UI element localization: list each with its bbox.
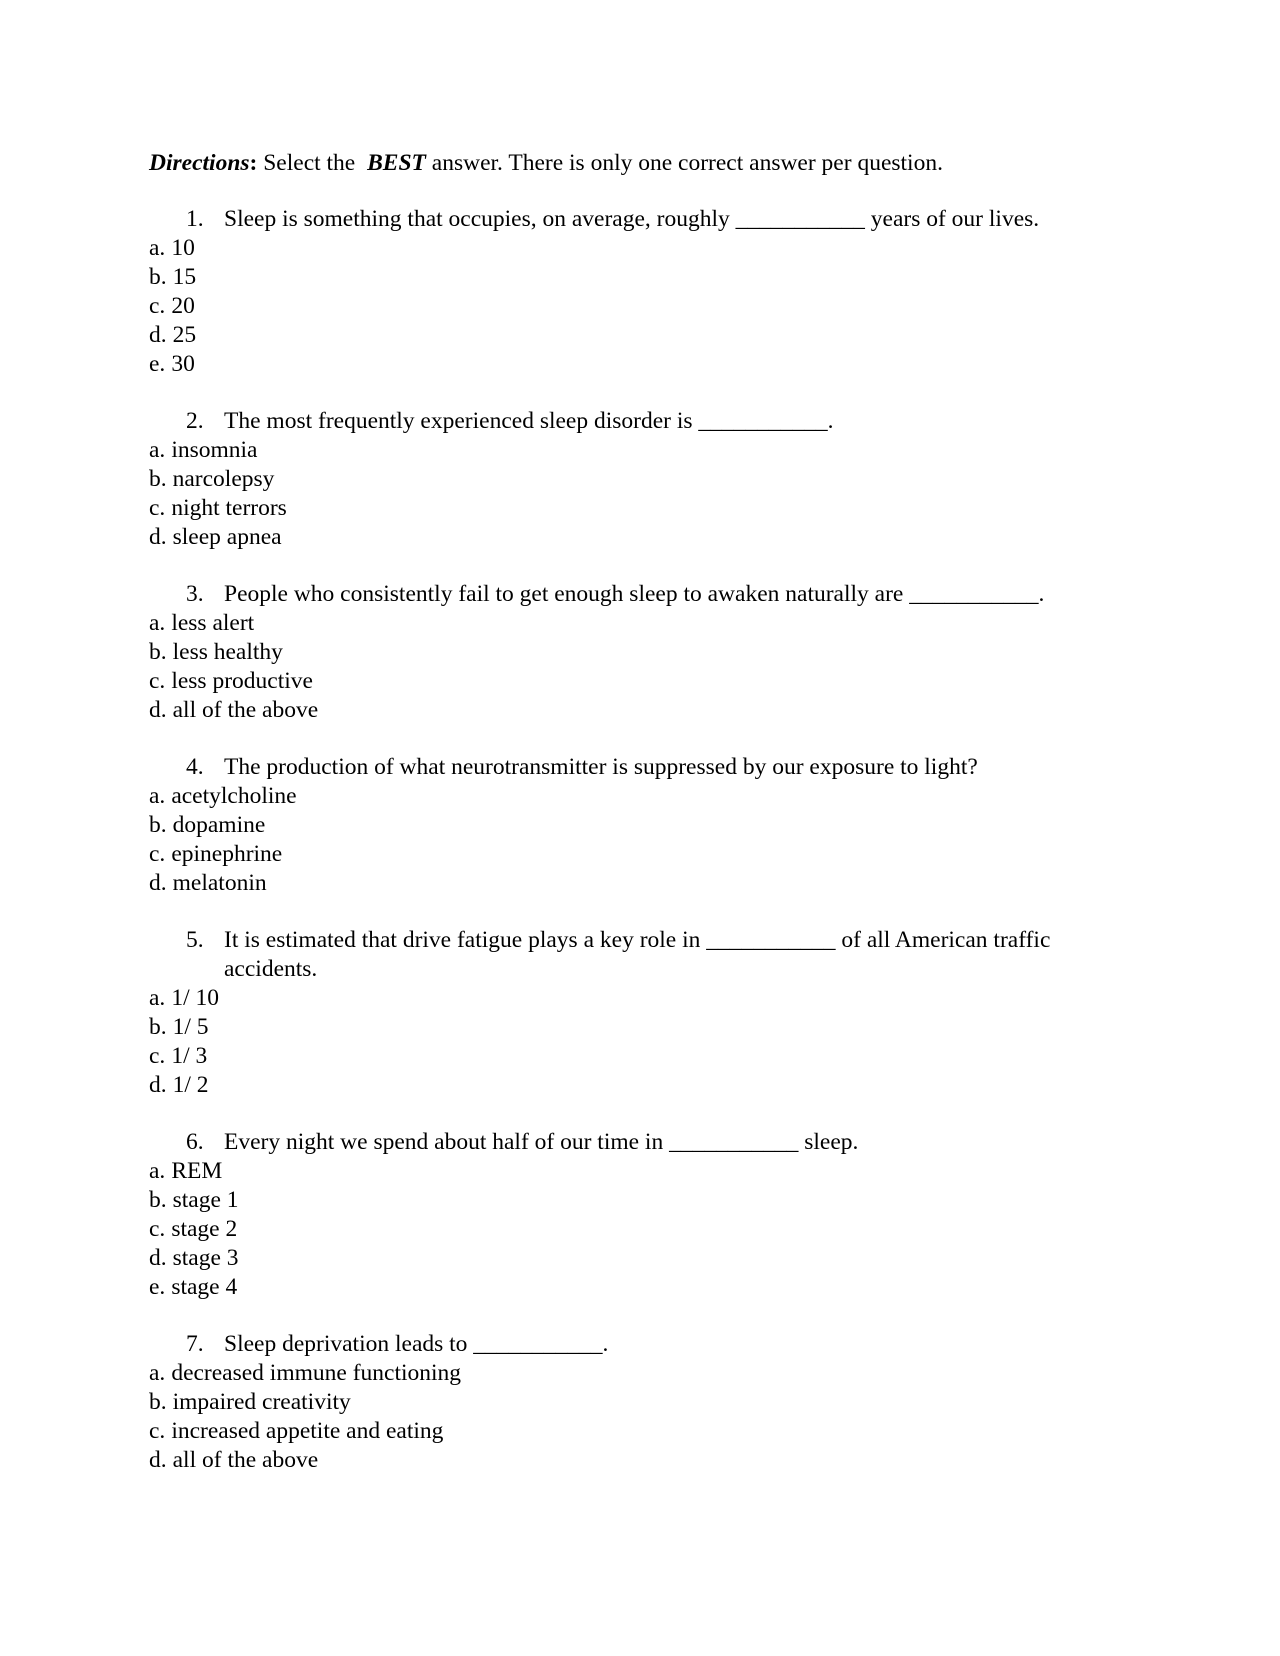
option-letter: a. [149,985,166,1011]
option-text: stage 2 [171,1216,238,1242]
option-letter: d. [149,1072,167,1098]
answer-option [149,523,1129,552]
answer-option [149,1244,1129,1273]
option-letter: b. [149,264,167,290]
question-text: The most frequently experienced sleep disorder is ___________. [224,408,834,434]
question-text: People who consistently fail to get enough sleep to awaken naturally are ___________. [224,581,1045,607]
option-letter: a. [149,235,166,261]
question-stem [149,1128,1129,1157]
directions-text-before: Select the [257,150,362,176]
answer-option [149,1042,1129,1071]
question-stem [149,407,1129,436]
answer-option [149,811,1129,840]
question-text: Sleep is something that occupies, on average, roughly ___________ years of our lives. [224,206,1040,232]
answer-option [149,234,1129,263]
question-stem [149,205,1129,234]
option-letter: d. [149,524,167,550]
answer-option [149,1417,1129,1446]
answer-options [149,1157,1129,1302]
answer-options [149,782,1129,898]
option-text: melatonin [172,870,267,896]
option-text: decreased immune functioning [171,1360,462,1386]
answer-options [149,984,1129,1100]
option-text: less healthy [172,639,283,665]
answer-option [149,436,1129,465]
option-letter: d. [149,870,167,896]
option-text: night terrors [171,495,287,521]
option-text: REM [171,1158,223,1184]
option-letter: a. [149,610,166,636]
question-6 [149,1128,1129,1302]
option-text: 30 [171,351,195,377]
option-letter: e. [149,351,166,377]
option-letter: d. [149,1447,167,1473]
quiz-content [149,149,1129,1503]
question-2 [149,407,1129,552]
option-letter: e. [149,1274,166,1300]
answer-option [149,321,1129,350]
answer-option [149,1071,1129,1100]
question-number: 2. [186,408,204,434]
question-stem [149,1330,1129,1359]
answer-options [149,234,1129,379]
option-text: dopamine [172,812,266,838]
question-3 [149,580,1129,725]
answer-option [149,1013,1129,1042]
question-text: Every night we spend about half of our time in ___________ sleep. [224,1129,859,1155]
option-letter: d. [149,697,167,723]
directions-text-after: answer. There is only one correct answer per question. [425,150,943,176]
directions-label: Directions [149,150,250,176]
answer-option [149,782,1129,811]
answer-option [149,1215,1129,1244]
answer-option [149,1186,1129,1215]
option-letter: a. [149,1158,166,1184]
answer-option [149,1446,1129,1475]
option-letter: d. [149,322,167,348]
question-stem [149,753,1129,782]
answer-option [149,840,1129,869]
question-number: 1. [186,206,204,232]
question-1 [149,205,1129,379]
option-letter: b. [149,1389,167,1415]
option-text: narcolepsy [172,466,275,492]
answer-option [149,667,1129,696]
option-text: 1/ 10 [171,985,219,1011]
question-stem [149,926,1129,984]
answer-option [149,869,1129,898]
answer-options [149,609,1129,725]
option-text: acetylcholine [171,783,297,809]
option-letter: a. [149,437,166,463]
answer-option [149,263,1129,292]
question-number: 4. [186,754,204,780]
directions-colon: : [249,150,258,176]
option-text: increased appetite and eating [171,1418,444,1444]
option-text: all of the above [172,697,319,723]
question-number: 5. [186,927,204,953]
answer-option [149,696,1129,725]
option-text: stage 3 [172,1245,239,1271]
question-text: It is estimated that drive fatigue plays a key role in ___________ of all American traffic accidents. [224,927,1051,982]
answer-option [149,1273,1129,1302]
question-5 [149,926,1129,1100]
option-text: sleep apnea [172,524,282,550]
option-text: 1/ 3 [171,1043,208,1069]
directions-best: BEST [367,150,426,176]
option-letter: b. [149,1014,167,1040]
answer-option [149,1388,1129,1417]
question-text: The production of what neurotransmitter is suppressed by our exposure to light? [224,754,978,780]
question-stem [149,580,1129,609]
option-letter: d. [149,1245,167,1271]
question-7 [149,1330,1129,1475]
option-letter: c. [149,1418,166,1444]
answer-option [149,609,1129,638]
option-text: 10 [171,235,195,261]
option-text: 1/ 2 [172,1072,209,1098]
option-letter: c. [149,1216,166,1242]
question-number: 6. [186,1129,204,1155]
option-text: less alert [171,610,255,636]
option-text: less productive [171,668,313,694]
option-letter: b. [149,812,167,838]
option-letter: c. [149,841,166,867]
directions [149,149,1129,178]
answer-option [149,292,1129,321]
option-text: 20 [171,293,195,319]
option-letter: b. [149,639,167,665]
option-text: all of the above [172,1447,319,1473]
question-number: 7. [186,1331,204,1357]
option-text: stage 1 [172,1187,239,1213]
answer-option [149,1359,1129,1388]
option-text: 15 [172,264,197,290]
option-text: epinephrine [171,841,283,867]
answer-options [149,1359,1129,1475]
question-text: Sleep deprivation leads to ___________. [224,1331,609,1357]
answer-option [149,465,1129,494]
answer-option [149,984,1129,1013]
answer-options [149,436,1129,552]
option-letter: b. [149,466,167,492]
answer-option [149,350,1129,379]
option-letter: a. [149,1360,166,1386]
option-letter: c. [149,1043,166,1069]
option-text: 1/ 5 [172,1014,209,1040]
answer-option [149,1157,1129,1186]
answer-option [149,638,1129,667]
option-text: stage 4 [171,1274,238,1300]
option-letter: b. [149,1187,167,1213]
question-4 [149,753,1129,898]
option-letter: c. [149,668,166,694]
question-number: 3. [186,581,204,607]
option-text: impaired creativity [172,1389,351,1415]
option-letter: c. [149,293,166,319]
option-text: 25 [172,322,197,348]
option-letter: c. [149,495,166,521]
option-letter: a. [149,783,166,809]
answer-option [149,494,1129,523]
option-text: insomnia [171,437,258,463]
